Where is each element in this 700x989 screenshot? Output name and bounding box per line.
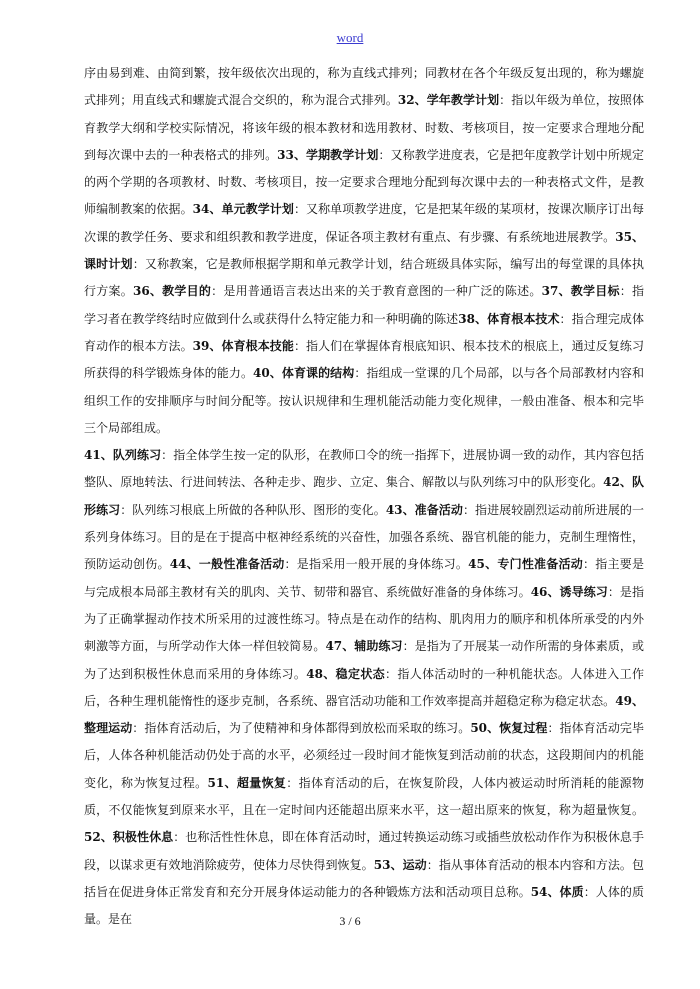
definition-text: ：指以年级为单位，按照体育教学大纲和学校实际情况，将该年级的根本教材和选用教材、时数、考核项目，按一定要求合理地分配到每次课中去的一种表格式的排列。 bbox=[84, 93, 644, 162]
definition-term: 51、超量恢复 bbox=[207, 775, 287, 790]
paragraph-definitions-32-40 bbox=[84, 60, 644, 442]
definition-term: 45、专门性准备活动 bbox=[468, 557, 584, 572]
definition-text: ：指体育活动的后，在恢复阶段，人体内被运动时所消耗的能源物质，不仅能恢复到原来水平，且在一定时间内还能超出原来水平，这一超出原来的恢复，称为超量恢复。 bbox=[84, 775, 644, 818]
definition-text: ：指全体学生按一定的队形，在教师口令的统一指挥下，进展协调一致的动作，其内容包括整队、原地转法、行进间转法、各种走步、跑步、立定、集合、解散以与队列练习中的队形变化。 bbox=[84, 448, 644, 490]
definition-term: 52、积极性休息 bbox=[84, 830, 174, 845]
definition-text: ：指合理完成体育动作的根本方法。 bbox=[84, 311, 644, 353]
definition-text: ：人体的质量。是在 bbox=[84, 884, 644, 927]
definition-text: ：是用普通语言表达出来的关于教育意图的一种广泛的陈述。 bbox=[211, 284, 542, 299]
definition-term: 40、体育课的结构 bbox=[253, 366, 355, 381]
page-number: 3 / 6 bbox=[339, 914, 361, 928]
definition-term: 44、一般性准备活动 bbox=[169, 557, 285, 572]
definition-term: 37、教学目标 bbox=[541, 284, 620, 299]
definition-term: 54、体质 bbox=[530, 884, 584, 899]
definition-term: 41、队列练习 bbox=[84, 448, 162, 463]
definition-term: 49、整理运动 bbox=[84, 693, 644, 736]
definition-text: ：也称活性性休息，即在体育活动时，通过转换运动练习或插些放松动作作为积极休息手段，以谋求更有效地消除疲劳，使体力尽快得到恢复。 bbox=[84, 830, 644, 872]
definition-text: ：是指为了开展某一动作所需的身体素质，或为了达到积极性休息而采用的身体练习。 bbox=[84, 639, 644, 681]
definition-text: ：又称单项教学进度，它是把某年级的某项材，按课次顺序订出每次课的教学任务、要求和组织教和教学进度，保证各项主教材有重点、有步骤、有系统地进展教学。 bbox=[84, 202, 644, 244]
definition-term: 48、稳定状态 bbox=[306, 666, 386, 681]
definition-text: ：指主要是与完成根本局部主教材有关的肌肉、关节、韧带和器官、系统做好准备的身体练习。 bbox=[84, 557, 644, 599]
definition-term: 36、教学目的 bbox=[132, 284, 212, 299]
definition-text: ：队列练习根底上所做的各种队形、图形的变化。 bbox=[120, 502, 386, 517]
definition-text: ：指体育活动后，为了使精神和身体都得到放松而采取的练习。 bbox=[132, 721, 471, 736]
definition-text: ：指人们在掌握体育根底知识、根本技术的根底上，通过反复练习所获得的科学锻炼身体的能力。 bbox=[84, 338, 644, 381]
definition-term: 43、准备活动 bbox=[385, 502, 463, 517]
definition-text: ：指进展较剧烈运动前所进展的一系列身体练习。目的是在于提高中枢神经系统的兴奋性，加强各系统、器官机能的能力，克制生理惰性，预防运动创伤。 bbox=[84, 502, 644, 572]
definition-term: 34、单元教学计划 bbox=[192, 202, 294, 217]
definition-text: ：指人体活动时的一种机能状态。人体进入工作后，各种生理机能惰性的逐步克制，各系统、器官活动功能和工作效率提高并超稳定称为稳定状态。 bbox=[84, 666, 644, 708]
definition-text: 序由易到难、由简到繁，按年级依次出现的，称为直线式排列；同教材在各个年级反复出现的，称为螺旋式排列；用直线式和螺旋式混合交织的，称为混合式排列。 bbox=[84, 66, 644, 108]
paragraph-definitions-41-54 bbox=[84, 442, 644, 930]
definition-text: ：是指采用一般开展的身体练习。 bbox=[284, 557, 469, 572]
definition-term: 32、学年教学计划 bbox=[397, 93, 500, 108]
definition-term: 50、恢复过程 bbox=[470, 721, 548, 736]
definition-term: 53、运动 bbox=[373, 857, 427, 872]
definition-term: 39、体育根本技能 bbox=[192, 338, 294, 353]
definition-term: 33、学期教学计划 bbox=[277, 147, 379, 162]
definition-text: ：是指为了正确掌握动作技术所采用的过渡性练习。特点是在动作的结构、肌肉用力的顺序和机体所承受的内外刺激等方面，与所学动作大体一样但较简易。 bbox=[84, 584, 644, 654]
definition-text: ：指体育活动完毕后，人体各种机能活动仍处于高的水平，必须经过一段时间才能恢复到活动前的状态，这段期间内的机能变化，称为恢复过程。 bbox=[84, 721, 644, 790]
definition-term: 35、课时计划 bbox=[84, 229, 644, 272]
definition-term: 47、辅助练习 bbox=[325, 639, 403, 654]
document-header-title: word bbox=[336, 30, 364, 45]
definition-text: ：指从事体育活动的根本内容和方法。包括旨在促进身体正常发育和充分开展身体运动能力的各种锻炼方法和活动项目总称。 bbox=[84, 857, 644, 899]
definition-text: ：指学习者在教学终结时应做到什么或获得什么特定能力和一种明确的陈述 bbox=[84, 284, 644, 326]
definition-text: ：又称教学进度表，它是把年度教学计划中所规定的两个学期的各项教材、时数、考核项目，按一定要求合理地分配到每次课中去的一种表格式文件，是教师编制教案的依据。 bbox=[84, 147, 644, 217]
definition-term: 38、体育根本技术 bbox=[458, 311, 560, 326]
document-body bbox=[84, 60, 644, 930]
definition-term: 46、诱导练习 bbox=[530, 584, 608, 599]
definition-text: ：指组成一堂课的几个局部，以与各个局部教材内容和组织工作的安排顺序与时间分配等。按认识规律和生理机能活动能力变化规律，一般由准备、根本和完毕三个局部组成。 bbox=[84, 366, 644, 435]
definition-term: 42、队形练习 bbox=[84, 475, 644, 517]
definition-text: ：又称教案，它是教师根据学期和单元教学计划，结合班级具体实际，编写出的每堂课的具体执行方案。 bbox=[84, 257, 644, 299]
